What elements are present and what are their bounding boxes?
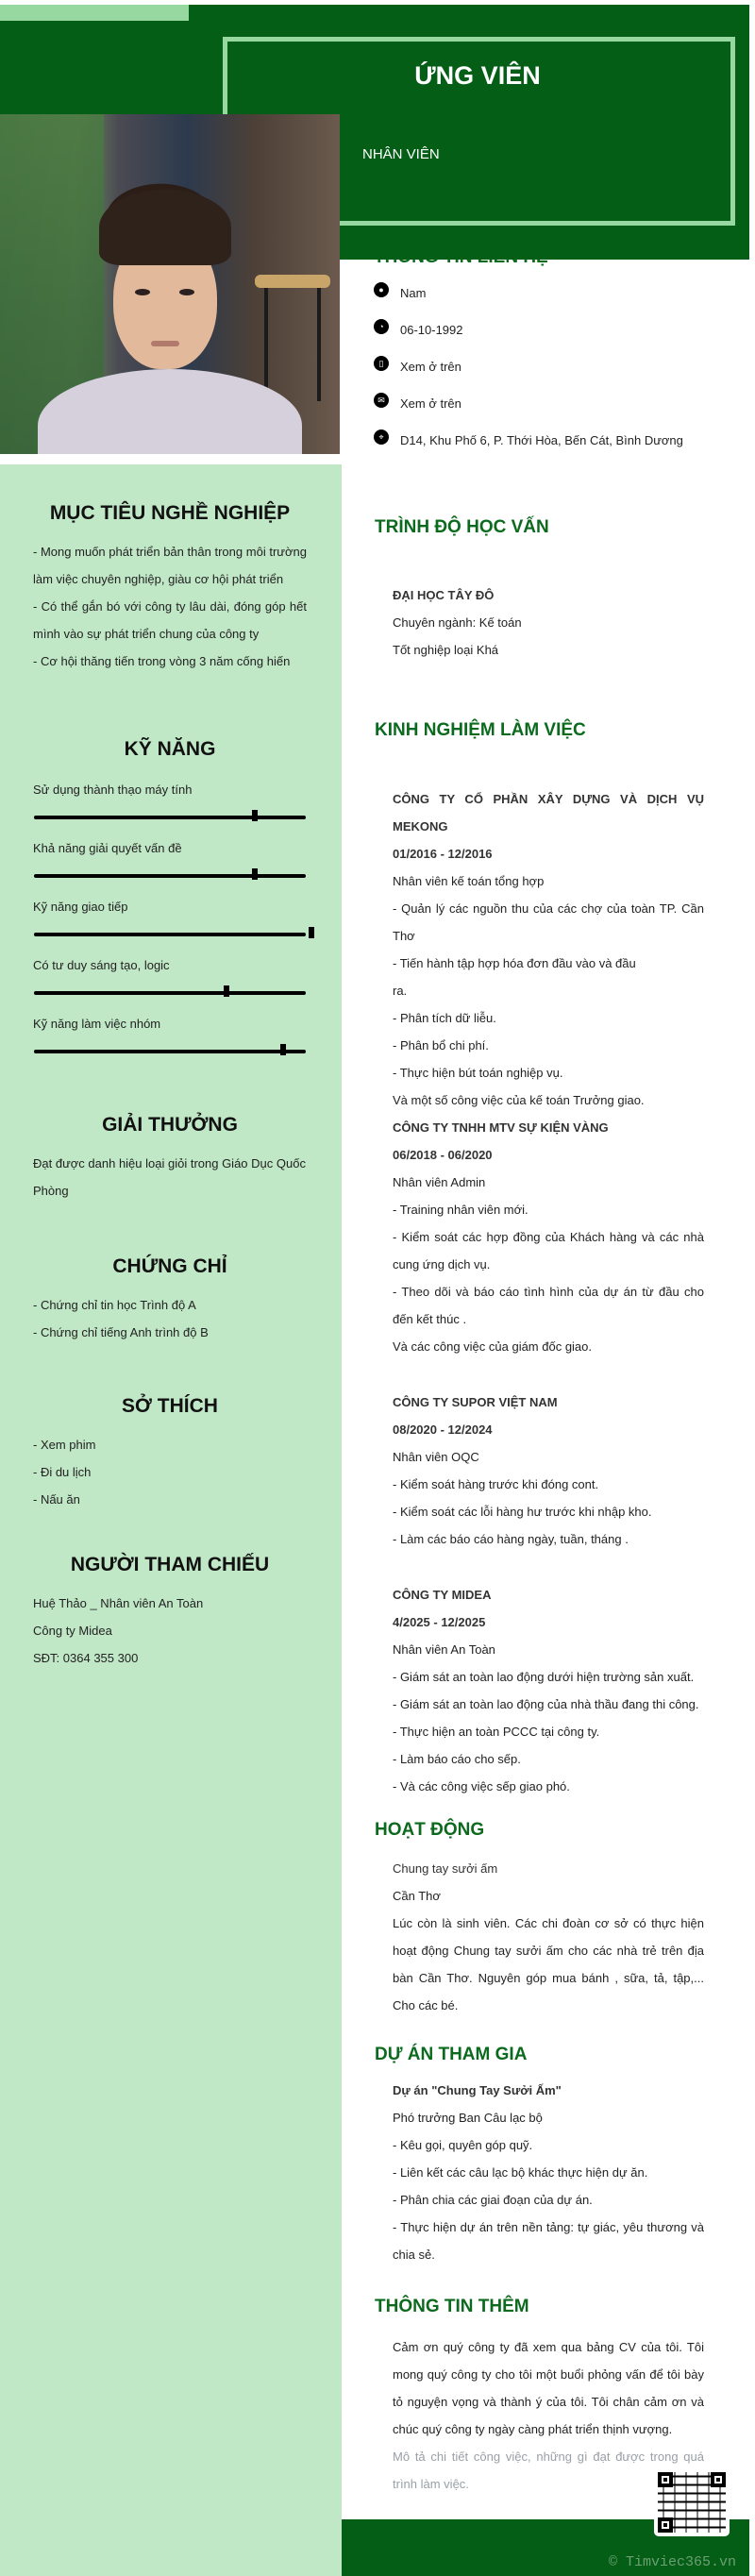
job-role: Nhân viên An Toàn	[393, 1642, 495, 1657]
job-company: CÔNG TY MIDEA	[393, 1588, 492, 1602]
photo-stool-leg	[317, 288, 321, 401]
job-entry	[393, 785, 704, 1114]
project-entry	[393, 2077, 704, 2268]
certificates-heading: CHỨNG CHỈ	[112, 1255, 227, 1277]
objective-heading: MỤC TIÊU NGHỀ NGHIỆP	[49, 502, 291, 524]
photo-hair	[99, 190, 231, 265]
education-entry	[393, 581, 704, 664]
education-grade: Tốt nghiệp loại Khá	[393, 643, 499, 657]
job-line: Và các công việc của giám đốc giao.	[393, 1339, 593, 1354]
awards-text: Đạt được danh hiệu loại giỏi trong Giáo Dục Quốc Phòng	[33, 1156, 306, 1198]
additional-info-heading: THÔNG TIN THÊM	[375, 2297, 529, 2316]
contact-gender	[374, 286, 426, 300]
skill-label: Có tư duy sáng tạo, logic	[33, 958, 170, 972]
qr-code-pattern	[658, 2472, 726, 2533]
photo-mouth	[151, 341, 179, 346]
hobbies-section	[33, 1395, 307, 1513]
certificate-item: - Chứng chỉ tiếng Anh trình độ B	[33, 1325, 209, 1339]
skills-section	[33, 738, 307, 774]
job-period: 4/2025 - 12/2025	[393, 1615, 486, 1629]
job-line: - Kiểm soát các lỗi hàng hư trước khi nhập kho.	[393, 1505, 652, 1519]
reference-item: Công ty Midea	[33, 1624, 112, 1638]
qr-finder-icon	[711, 2472, 726, 2487]
user-icon: ●	[374, 282, 389, 297]
education-major: Chuyên ngành: Kế toán	[393, 615, 522, 630]
job-line: - Theo dõi và báo cáo tình hình của dự án từ đầu cho đến kết thúc .	[393, 1285, 704, 1326]
contact-email	[374, 396, 461, 411]
skill-bar	[33, 1038, 307, 1067]
project-name: Dự án "Chung Tay Sưởi Ấm"	[393, 2083, 562, 2097]
objective-section	[33, 502, 307, 675]
skill-track	[34, 1050, 306, 1053]
skill-item	[33, 893, 307, 950]
job-company: CÔNG TY TNHH MTV SỰ KIỆN VÀNG	[393, 1120, 609, 1135]
job-line: - Giám sát an toàn lao động của nhà thầu đang thi công.	[393, 1697, 699, 1711]
references-section	[33, 1554, 307, 1672]
phone-icon: ▯	[374, 356, 389, 371]
job-line: - Kiểm soát hàng trước khi đóng cont.	[393, 1477, 599, 1491]
job-line: - Training nhân viên mới.	[393, 1203, 528, 1217]
job-line: - Thực hiện bút toán nghiệp vụ.	[393, 1066, 563, 1080]
job-line: ra.	[393, 984, 408, 998]
skill-track	[34, 874, 306, 878]
contact-address	[374, 433, 683, 447]
awards-section	[33, 1114, 307, 1204]
job-company: CÔNG TY CỔ PHẦN XÂY DỰNG VÀ DỊCH VỤ MEKONG	[393, 792, 704, 833]
hobbies-heading: SỞ THÍCH	[122, 1395, 218, 1417]
skill-label: Khả năng giải quyết vấn đề	[33, 841, 182, 855]
references-heading: NGƯỜI THAM CHIẾU	[70, 1554, 270, 1575]
header-accent-strip	[0, 5, 189, 21]
skill-level-marker	[252, 810, 258, 821]
candidate-job-title: NHÂN VIÊN	[362, 146, 440, 162]
candidate-photo	[0, 114, 340, 454]
additional-info-placeholder: Mô tả chi tiết công việc, những gì đạt được trong quá trình làm việc.	[393, 2450, 704, 2491]
photo-stool-leg	[264, 288, 268, 401]
skill-bar	[33, 804, 307, 833]
project-role: Phó trưởng Ban Câu lạc bộ	[393, 2111, 543, 2125]
skill-bar	[33, 980, 307, 1008]
project-line: - Phân chia các giai đoạn của dự án.	[393, 2193, 593, 2207]
skill-level-marker	[224, 985, 229, 997]
reference-item: SĐT: 0364 355 300	[33, 1651, 139, 1665]
photo-stool	[255, 275, 330, 288]
photo-eye	[179, 289, 194, 295]
job-line: - Thực hiện an toàn PCCC tại công ty.	[393, 1725, 600, 1739]
hobby-item: - Xem phim	[33, 1438, 96, 1452]
contact-value: Xem ở trên	[400, 396, 461, 411]
copyright-text: © Timviec365.vn	[608, 2554, 736, 2570]
activities-heading: HOẠT ĐỘNG	[375, 1820, 485, 1840]
skill-item	[33, 951, 307, 1008]
activity-entry	[393, 1855, 704, 2019]
project-line: - Thực hiện dự án trên nền tảng: tự giác, yêu thương và chia sẻ.	[393, 2220, 704, 2262]
qr-finder-icon	[658, 2472, 673, 2487]
skill-bar	[33, 863, 307, 891]
job-entry	[393, 1389, 704, 1553]
job-line: - Kiểm soát các hợp đồng của Khách hàng và các nhà cung ứng dịch vụ.	[393, 1230, 704, 1271]
skill-item	[33, 776, 307, 833]
job-line: - Và các công việc sếp giao phó.	[393, 1779, 570, 1793]
reference-item: Huệ Thảo _ Nhân viên An Toàn	[33, 1596, 204, 1610]
job-company: CÔNG TY SUPOR VIỆT NAM	[393, 1395, 558, 1409]
skill-track	[34, 933, 306, 936]
job-line: - Làm báo cáo cho sếp.	[393, 1752, 521, 1766]
activity-name: Chung tay sưởi ấm	[393, 1861, 498, 1876]
hobby-item: - Nấu ăn	[33, 1492, 80, 1507]
email-icon: ✉	[374, 393, 389, 408]
activity-description: Lúc còn là sinh viên. Các chi đoàn cơ sở có thực hiện hoạt động Chung tay sưởi ấm cho các nhà trẻ trên địa bàn Cần Thơ. Nguyên góp mua bánh , sữa, tả, tập,... Cho các bé.	[393, 1916, 704, 2012]
photo-eye	[135, 289, 150, 295]
skill-item	[33, 834, 307, 891]
education-heading: TRÌNH ĐỘ HỌC VẤN	[375, 517, 549, 537]
skill-track	[34, 816, 306, 819]
skill-label: Kỹ năng giao tiếp	[33, 900, 128, 914]
contact-phone	[374, 360, 461, 374]
activity-place: Cần Thơ	[393, 1889, 441, 1903]
certificate-item: - Chứng chỉ tin học Trình độ A	[33, 1298, 196, 1312]
skills-list	[33, 776, 307, 1076]
job-line: - Tiến hành tập hợp hóa đơn đầu vào và đầu	[393, 956, 636, 970]
contact-value: D14, Khu Phố 6, P. Thới Hòa, Bến Cát, Bình Dương	[400, 433, 683, 447]
skill-track	[34, 991, 306, 995]
job-period: 06/2018 - 06/2020	[393, 1148, 493, 1162]
projects-heading: DỰ ÁN THAM GIA	[375, 2045, 528, 2064]
skill-label: Kỹ năng làm việc nhóm	[33, 1017, 161, 1031]
job-line: - Làm các báo cáo hàng ngày, tuần, tháng .	[393, 1532, 629, 1546]
contact-value: Nam	[400, 286, 427, 300]
job-role: Nhân viên OQC	[393, 1450, 479, 1464]
skill-level-marker	[280, 1044, 286, 1055]
contact-birthday	[374, 323, 463, 337]
certificates-section	[33, 1255, 307, 1346]
job-line: - Phân bổ chi phí.	[393, 1038, 489, 1052]
job-entry	[393, 1581, 704, 1800]
job-line: - Giám sát an toàn lao động dưới hiện trường sản xuất.	[393, 1670, 695, 1684]
objective-text: - Mong muốn phát triển bản thân trong môi trường làm việc chuyên nghiệp, giàu cơ hội phát triển	[33, 545, 307, 586]
job-period: 01/2016 - 12/2016	[393, 847, 493, 861]
experience-heading: KINH NGHIỆM LÀM VIỆC	[375, 720, 586, 740]
skill-level-marker	[252, 868, 258, 880]
hobby-item: - Đi du lịch	[33, 1465, 92, 1479]
job-line: Và một số công việc của kế toán Trưởng giao.	[393, 1093, 645, 1107]
job-line: - Quản lý các nguồn thu của các chợ của toàn TP. Cần Thơ	[393, 901, 704, 943]
clock-icon: ◔	[374, 319, 389, 334]
objective-line: - Cơ hội thăng tiến trong vòng 3 năm cống hiến	[33, 654, 291, 668]
skill-level-marker	[309, 927, 314, 938]
additional-info-text: Cảm ơn quý công ty đã xem qua bảng CV của tôi. Tôi mong quý công ty cho tôi một buổi phỏng vấn để tôi bày tỏ nguyện vọng và thành ý của tôi. Tôi chân cảm ơn và chúc quý công ty ngày càng phát triển thịnh vượng.	[393, 2340, 704, 2436]
awards-heading: GIẢI THƯỞNG	[102, 1114, 238, 1136]
job-entry	[393, 1114, 704, 1360]
skill-label: Sử dụng thành thạo máy tính	[33, 783, 193, 797]
project-line: - Kêu gọi, quyên góp quỹ.	[393, 2138, 533, 2152]
contact-value: Xem ở trên	[400, 360, 461, 374]
candidate-name: ỨNG VIÊN	[414, 61, 541, 90]
skills-heading: KỸ NĂNG	[124, 738, 216, 760]
qr-finder-icon	[658, 2517, 673, 2533]
qr-code[interactable]	[654, 2468, 730, 2536]
job-role: Nhân viên kế toán tổng hợp	[393, 874, 545, 888]
location-icon: ⌖	[374, 429, 389, 445]
school-name: ĐẠI HỌC TÂY ĐÔ	[393, 588, 495, 602]
job-role: Nhân viên Admin	[393, 1175, 486, 1189]
skill-bar	[33, 921, 307, 950]
contact-value: 06-10-1992	[400, 323, 463, 337]
skill-item	[33, 1010, 307, 1067]
job-period: 08/2020 - 12/2024	[393, 1423, 493, 1437]
job-line: - Phân tích dữ liễu.	[393, 1011, 496, 1025]
objective-line: - Có thể gắn bó với công ty lâu dài, đóng góp hết mình vào sự phát triển chung của công ty	[33, 599, 307, 641]
project-line: - Liên kết các câu lạc bộ khác thực hiện dự ăn.	[393, 2165, 648, 2180]
